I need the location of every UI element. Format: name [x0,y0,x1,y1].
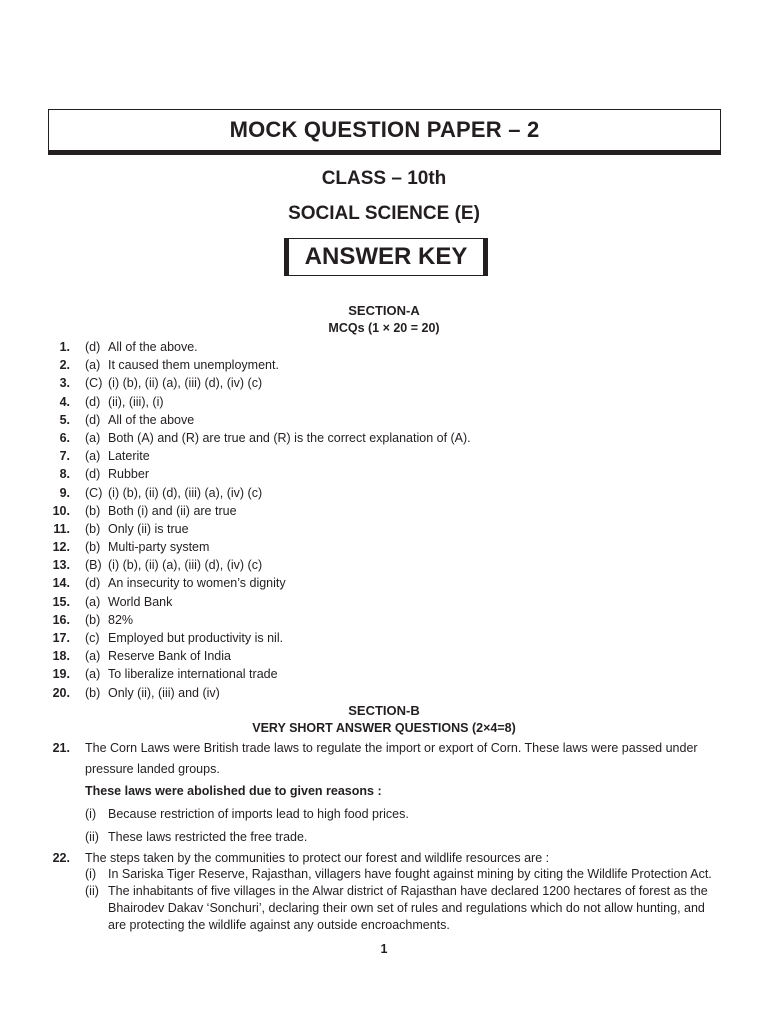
page-number: 1 [380,942,388,956]
answer-text: It caused them unemployment. [108,358,279,373]
mcq-answer-row [0,520,768,538]
point-text: In Sariska Tiger Reserve, Rajasthan, villagers have fought against mining by citing the Wildlife Protection Act. [108,867,712,881]
question-number: 6. [59,430,70,445]
answer-option: (a) [85,649,101,664]
mcq-answer-row [0,647,768,665]
point-text: These laws restricted the free trade. [108,830,308,844]
mcq-answer-row [0,393,768,411]
mcq-answer-row [0,447,768,465]
mcq-answer-row [0,556,768,574]
answer-option: (b) [85,685,101,700]
mcq-answer-row [0,374,768,392]
mcq-answer-row [0,465,768,483]
mcq-answer-row [0,574,768,592]
mcq-answer-row [0,484,768,502]
answer-option: (a) [85,430,101,445]
question-number: 9. [59,485,70,500]
question-number: 17. [52,631,70,645]
answer-option: (c) [85,631,100,645]
section-a-heading: SECTION-A [348,303,420,318]
answer-option: (b) [85,503,101,518]
question-number: 19. [52,667,70,682]
question-number: 14. [52,576,70,591]
paper-title: MOCK QUESTION PAPER – 2 [48,109,721,155]
answer-option: (B) [85,558,102,573]
answer-option: (a) [85,667,101,682]
answer-option: (a) [85,358,101,373]
question-number: 16. [52,612,70,627]
section-a-subheading: MCQs (1 × 20 = 20) [328,321,440,335]
answer-text: An insecurity to women’s dignity [108,576,286,591]
answer-text: Laterite [108,449,150,464]
point-label: (ii) [85,830,99,844]
answer-text: Only (ii) is true [108,521,189,536]
question-number: 1. [59,340,70,354]
answer-text: Both (i) and (ii) are true [108,503,237,518]
point-text: The inhabitants of five villages in the Alwar district of Rajasthan have declared 1200 hectares of forest as the Bhairodev Dakav ‘Sonchuri’, declaring their own set of rules and regulations which do not allow hunting, and are protecting the wildlife against any outside encroachments. [108,884,708,932]
question-number: 5. [59,412,70,427]
answer-text: (i) (b), (ii) (a), (iii) (d), (iv) (c) [108,376,263,391]
question-number: 4. [59,394,70,409]
answer-text: All of the above [108,412,195,427]
answer-key-heading: ANSWER KEY [284,238,488,276]
answer-option: (b) [85,540,101,555]
answer-option: (d) [85,340,101,354]
question-number: 12. [52,540,70,555]
answer-text: Multi-party system [108,540,210,555]
mcq-answer-row [0,356,768,374]
point-label: (ii) [85,884,99,898]
question-number: 8. [59,467,70,482]
mcq-answer-row [0,684,768,702]
question-number: 21. [52,741,70,755]
answer-option: (d) [85,576,101,591]
reasons-heading: These laws were abolished due to given reasons : [85,784,382,798]
point-label: (i) [85,867,97,881]
answer-paragraph: The steps taken by the communities to protect our forest and wildlife resources are : [85,851,550,865]
answer-text: (i) (b), (ii) (a), (iii) (d), (iv) (c) [108,558,263,573]
question-number: 22. [52,851,70,865]
section-b-heading: SECTION-B [348,703,420,718]
answer-option: (d) [85,412,101,427]
subject-label: SOCIAL SCIENCE (E) [288,203,480,224]
answer-option: (a) [85,594,101,609]
mcq-answer-row [0,629,768,647]
mcq-answer-row [0,411,768,429]
answer-text: 82% [108,612,134,627]
answer-text: World Bank [108,594,173,609]
mcq-answer-row [0,593,768,611]
question-number: 15. [52,594,70,609]
answer-text: Reserve Bank of India [108,649,231,664]
answer-text: Only (ii), (iii) and (iv) [108,685,220,700]
mcq-answer-row [0,429,768,447]
answer-text: (ii), (iii), (i) [108,394,164,409]
question-number: 7. [59,449,70,464]
answer-text: Rubber [108,467,149,482]
answer-text: All of the above. [108,340,198,354]
question-number: 20. [52,685,70,700]
answer-paragraph: The Corn Laws were British trade laws to regulate the import or export of Corn. These laws were passed under pressure landed groups. [85,741,698,776]
mcq-answer-row [0,502,768,520]
question-number: 13. [52,558,70,573]
answer-option: (d) [85,394,101,409]
question-number: 18. [52,649,70,664]
answer-text: Both (A) and (R) are true and (R) is the correct explanation of (A). [108,430,471,445]
answer-option: (d) [85,467,101,482]
answer-option: (b) [85,612,101,627]
answer-option: (a) [85,449,101,464]
answer-option: (C) [85,485,103,500]
question-number: 11. [53,521,70,536]
mcq-answer-row [0,338,768,356]
mcq-answer-row [0,665,768,683]
answer-text: To liberalize international trade [108,667,278,682]
question-number: 10. [52,503,70,518]
answer-text: Employed but productivity is nil. [108,631,284,645]
answer-option: (b) [85,521,101,536]
class-label: CLASS – 10th [321,168,447,189]
answer-option: (C) [85,376,103,391]
mcq-answer-list [0,338,768,702]
point-label: (i) [85,807,97,821]
mcq-answer-row [0,611,768,629]
question-number: 3. [59,376,70,391]
mcq-answer-row [0,538,768,556]
section-b-subheading: VERY SHORT ANSWER QUESTIONS (2×4=8) [252,721,516,735]
point-text: Because restriction of imports lead to high food prices. [108,807,409,821]
answer-text: (i) (b), (ii) (d), (iii) (a), (iv) (c) [108,485,263,500]
question-number: 2. [59,358,70,373]
